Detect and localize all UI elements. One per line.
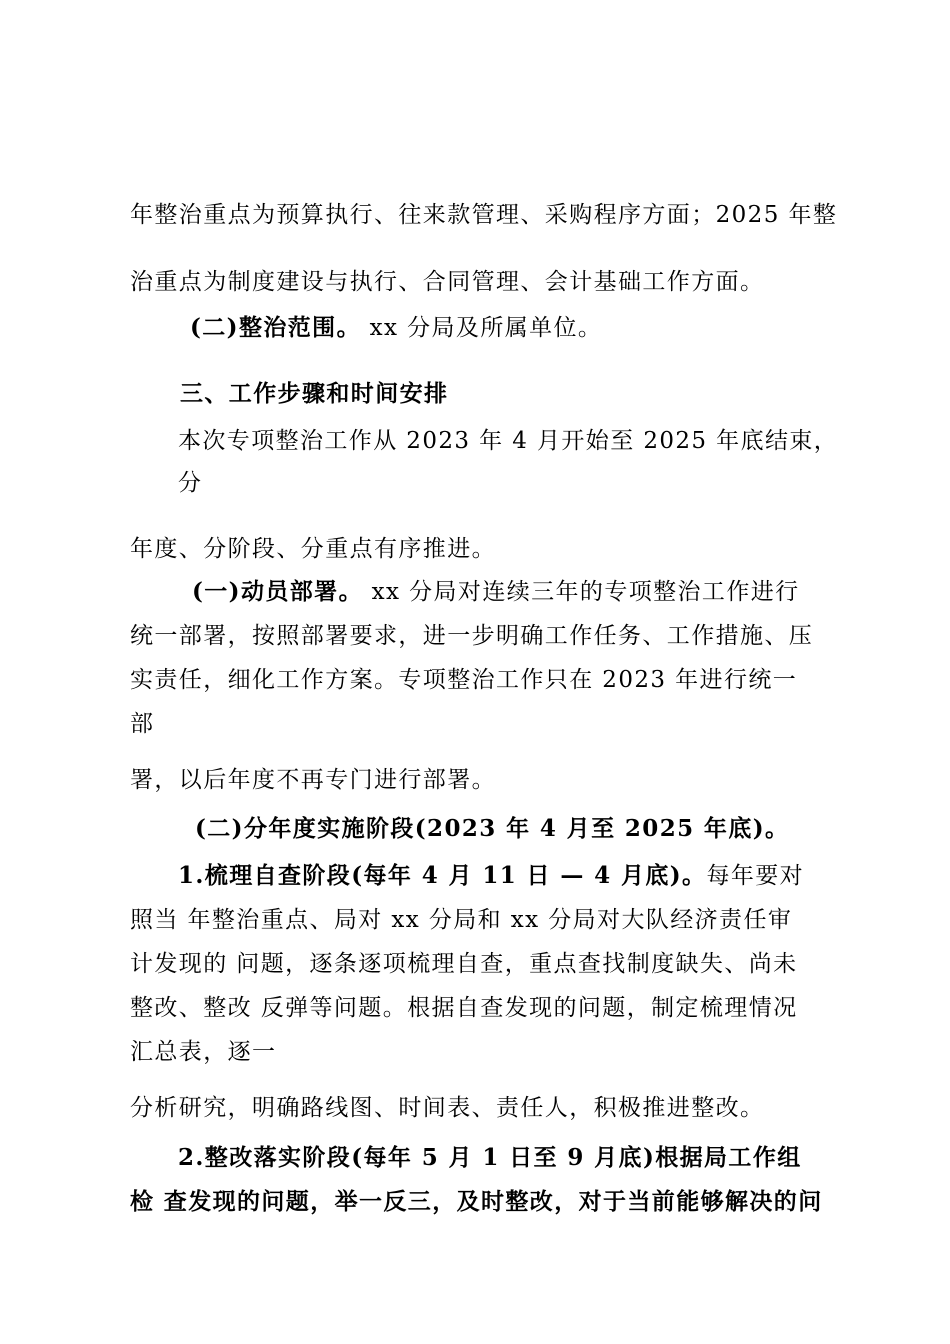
scope-paragraph	[190, 313, 602, 343]
paragraph-line: 署，以后年度不再专门进行部署。	[130, 767, 496, 793]
subsection-heading: (二)分年度实施阶段(2023 年 4 月至 2025 年底)。	[195, 815, 790, 842]
review-text: 每年要对	[706, 863, 805, 889]
paragraph-line: 本次专项整治工作从 2023 年 4 月开始至 2025 年底结束，	[178, 428, 839, 454]
section-heading: 三、工作步骤和时间安排	[180, 381, 449, 407]
scope-text: xx 分局及所属单位。	[360, 315, 603, 341]
scope-label: (二)整治范围。	[190, 314, 361, 341]
paragraph-line: 汇总表，逐一	[130, 1039, 277, 1065]
rectify-paragraph: 2.整改落实阶段(每年 5 月 1 日至 9 月底)根据局工作组	[178, 1144, 802, 1171]
paragraph-line: 照当 年整治重点、局对 xx 分局和 xx 分局对大队经济责任审	[130, 907, 793, 933]
paragraph-line: 计发现的 问题，逐条逐项梳理自查，重点查找制度缺失、尚未	[130, 951, 798, 977]
paragraph-line: 年整治重点为预算执行、往来款管理、采购程序方面；2025 年整	[130, 202, 838, 228]
paragraph-line: 部	[130, 711, 155, 737]
review-paragraph	[178, 861, 804, 891]
mobilize-paragraph	[192, 577, 800, 607]
paragraph-line: 分析研究，明确路线图、时间表、责任人，积极推进整改。	[130, 1095, 765, 1121]
paragraph-line: 实责任，细化工作方案。专项整治工作只在 2023 年进行统一	[130, 667, 798, 693]
paragraph-line: 分	[178, 470, 203, 496]
paragraph-line: 治重点为制度建设与执行、合同管理、会计基础工作方面。	[130, 269, 765, 295]
paragraph-line: 整改、整改 反弹等问题。根据自查发现的问题，制定梳理情况	[130, 995, 798, 1021]
paragraph-line: 年度、分阶段、分重点有序推进。	[130, 536, 496, 562]
mobilize-text: xx 分局对连续三年的专项整治工作进行	[362, 579, 800, 605]
mobilize-label: (一)动员部署。	[192, 578, 363, 605]
paragraph-line: 统一部署，按照部署要求，进一步明确工作任务、工作措施、压	[130, 623, 814, 649]
review-label: 1.梳理自查阶段(每年 4 月 11 日 — 4 月底)。	[178, 862, 707, 889]
paragraph-line: 检 查发现的问题，举一反三，及时整改，对于当前能够解决的问	[130, 1188, 823, 1215]
